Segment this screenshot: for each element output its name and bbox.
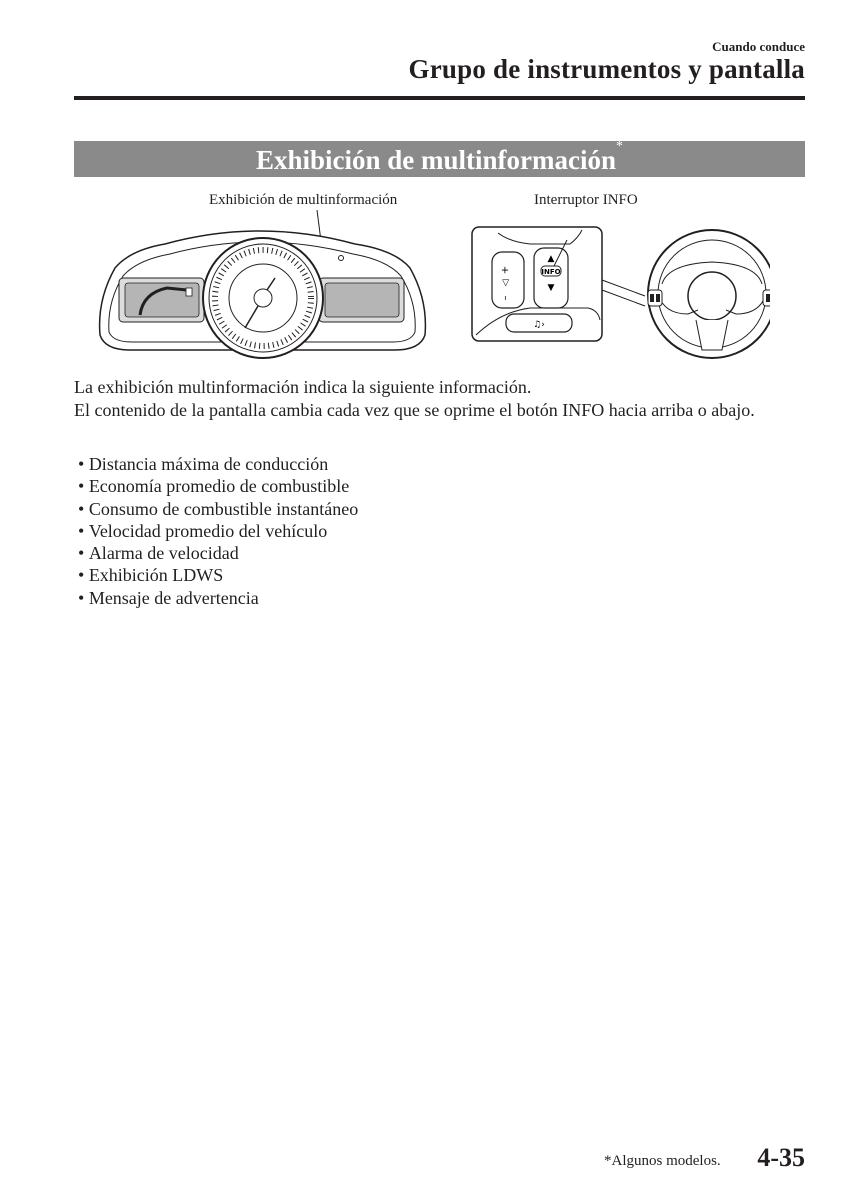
svg-text:◁: ◁	[501, 279, 511, 287]
callout-multi-info-display: Exhibición de multinformación	[209, 192, 398, 208]
steering-wheel-info-switch-illustration	[470, 210, 770, 360]
intro-paragraph: El contenido de la pantalla cambia cada vez que se oprime el botón INFO hacia arriba o abajo.	[74, 399, 755, 420]
section-banner	[74, 141, 805, 177]
list-item: • Distancia máxima de conducción	[78, 453, 358, 475]
list-item: • Exhibición LDWS	[78, 564, 358, 586]
info-button-label: INFO	[541, 268, 561, 276]
list-item: • Consumo de combustible instantáneo	[78, 498, 358, 520]
list-item: • Mensaje de advertencia	[78, 587, 358, 609]
svg-text:▼: ▼	[547, 283, 555, 293]
banner-footnote-marker: *	[616, 139, 624, 154]
instrument-cluster-illustration	[95, 210, 430, 365]
banner-title: Exhibición de multinformación	[255, 145, 617, 175]
footnote: *Algunos modelos.	[604, 1153, 721, 1169]
page-title: Grupo de instrumentos y pantalla	[408, 54, 805, 84]
intro-paragraph: La exhibición multinformación indica la siguiente información.	[74, 377, 532, 397]
information-list	[78, 453, 358, 609]
callout-info-switch: Interruptor INFO	[534, 192, 638, 208]
page-number: 4-35	[757, 1143, 805, 1172]
list-item: • Economía promedio de combustible	[78, 475, 358, 497]
section-header: Cuando conduce	[712, 39, 805, 54]
svg-text:–: –	[500, 295, 511, 301]
list-item: • Alarma de velocidad	[78, 542, 358, 564]
svg-text:♫›: ♫›	[533, 320, 545, 330]
svg-text:+: +	[500, 265, 511, 275]
intro-text	[74, 376, 805, 421]
header-divider	[74, 96, 805, 100]
svg-text:▲: ▲	[547, 254, 555, 264]
list-item: • Velocidad promedio del vehículo	[78, 520, 358, 542]
